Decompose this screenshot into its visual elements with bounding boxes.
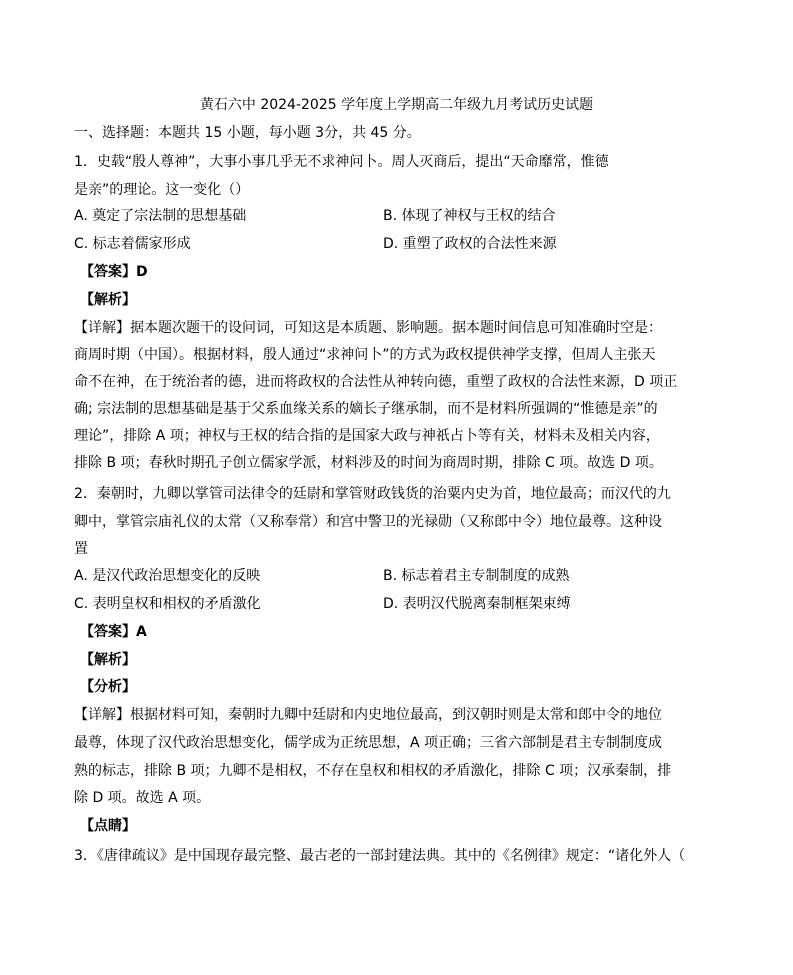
q1-detail-line: 理论”，排除 A 项；神权与王权的结合指的是国家大政与神祇占卜等有关，材料未及相关内容， (74, 428, 660, 444)
q1-stem-line: 1．史载“殷人尊神”，大事小事几乎无不求神问卜。周人灭商后，提出“天命靡常，惟德 (74, 154, 609, 170)
q2-detail-line: 除 D 项。故选 A 项。 (74, 790, 211, 806)
section-heading: 一、选择题：本题共 15 小题，每小题 3分，共 45 分。 (74, 125, 421, 141)
q3-stem-line: 3．《唐律疏议》是中国现存最完整、最古老的一部封建法典。其中的《名例律》规定：“诸化外人（ (74, 848, 686, 864)
q1-option-d: D. 重塑了政权的合法性来源 (383, 236, 557, 252)
q2-detail-line: 【详解】根据材料可知，秦朝时九卿中廷尉和内史地位最高，到汉朝时则是太常和郎中令的地位 (74, 707, 662, 723)
q1-option-b: B. 体现了神权与王权的结合 (383, 208, 556, 224)
page-title: 黄石六中 2024-2025 学年度上学期高二年级九月考试历史试题 (199, 97, 594, 113)
q1-detail-line: 确; 宗法制的思想基础是基于父系血缘关系的嫡长子继承制，而不是材料所强调的“惟德是亲”的 (74, 401, 658, 417)
q2-option-d: D. 表明汉代脱离秦制框架束缚 (383, 596, 571, 612)
q2-stem-line: 卿中，掌管宗庙礼仪的太常（又称奉常）和宫中警卫的光禄勋（又称郎中令）地位最尊。这种设 (74, 514, 662, 530)
q2-detail-line: 最尊，体现了汉代政治思想变化，儒学成为正统思想，A 项正确；三省六部制是君主专制制度成 (74, 735, 663, 751)
q2-option-c: C. 表明皇权和相权的矛盾激化 (74, 596, 261, 612)
q2-fenxi-label: 【分析】 (80, 679, 136, 695)
q1-answer: 【答案】D (80, 264, 148, 280)
q1-stem-line: 是亲”的理论。这一变化（） (74, 182, 250, 198)
q1-detail-line: 命不在神，在于统治者的德，进而将政权的合法性从神转向德，重塑了政权的合法性来源，D 项正 (74, 374, 678, 390)
q2-stem-line: 置 (74, 541, 88, 557)
q2-dianjing-label: 【点睛】 (80, 818, 136, 834)
q2-option-a: A. 是汉代政治思想变化的反映 (74, 568, 261, 584)
q2-detail-line: 熟的标志，排除 B 项；九卿不是相权，不存在皇权和相权的矛盾激化，排除 C 项；汉承秦制，排 (74, 763, 672, 779)
q1-detail-line: 商周时期（中国）。根据材料，殷人通过“求神问卜”的方式为政权提供神学支撑，但周人主张天 (74, 347, 656, 363)
q2-stem-line: 2．秦朝时，九卿以掌管司法律令的廷尉和掌管财政钱货的治粟内史为首，地位最高；而汉代的九 (74, 486, 671, 502)
q1-detail-line: 【详解】据本题次题干的设问词，可知这是本质题、影响题。据本题时间信息可知准确时空是： (74, 320, 662, 336)
q1-detail-line: 排除 B 项；春秋时期孔子创立儒家学派，材料涉及的时间为商周时期，排除 C 项。故选 D 项。 (74, 455, 663, 471)
q1-analysis-label: 【解析】 (80, 292, 136, 308)
q1-option-a: A. 奠定了宗法制的思想基础 (74, 208, 247, 224)
q2-answer: 【答案】A (80, 624, 147, 640)
q2-analysis-label: 【解析】 (80, 652, 136, 668)
q1-option-c: C. 标志着儒家形成 (74, 236, 191, 252)
q2-option-b: B. 标志着君主专制制度的成熟 (383, 568, 570, 584)
